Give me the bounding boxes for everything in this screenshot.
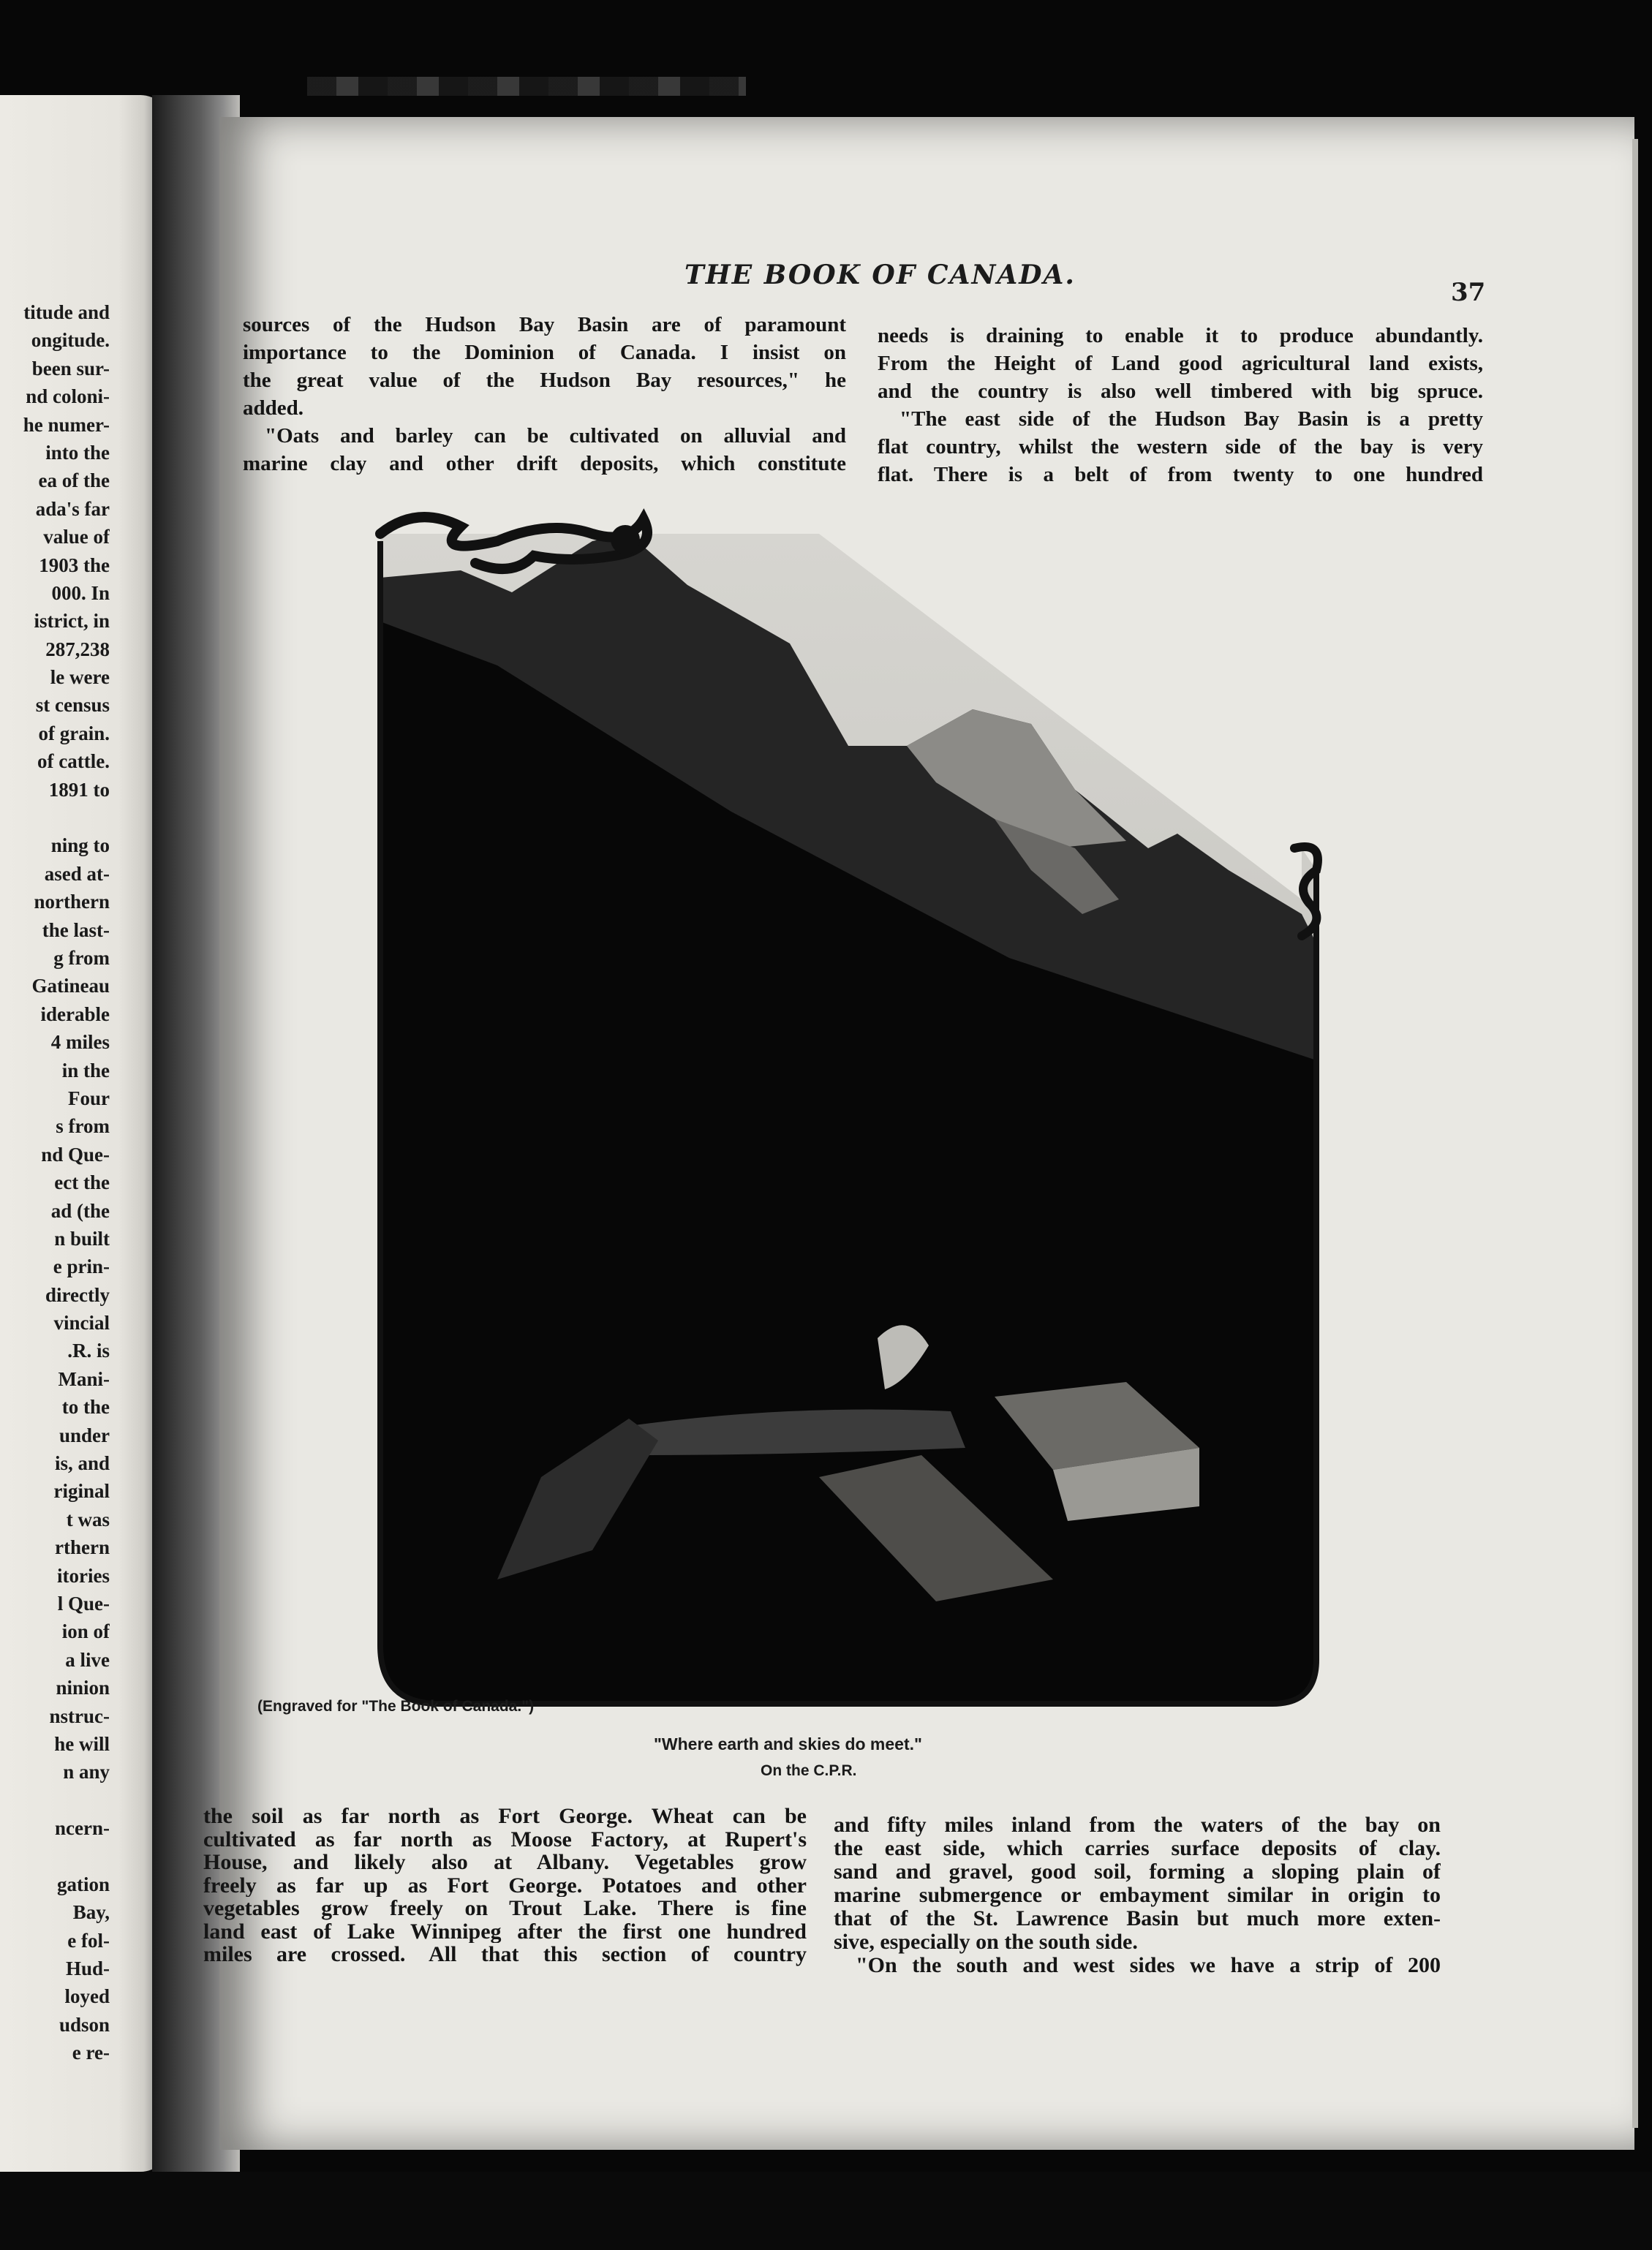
- text-column-top-left: [243, 311, 846, 477]
- scan-bottom-border: [0, 2172, 1652, 2250]
- left-page-line: Gatineau: [31, 975, 110, 997]
- text-line: flat. There is a belt of from twenty to one hundred: [878, 463, 1483, 486]
- left-page-line: 000. In: [51, 581, 110, 604]
- left-page-line: [0, 804, 110, 831]
- left-page-line: st census: [35, 694, 110, 717]
- left-page-line: nd Que-: [41, 1143, 110, 1166]
- left-page-line: e re-: [72, 2042, 110, 2064]
- text-line: and fifty miles inland from the waters of the bay on: [834, 1813, 1441, 1837]
- left-page-line: [0, 1786, 110, 1814]
- left-page-line: udson: [59, 2013, 110, 2036]
- left-page-line: nstruc-: [49, 1705, 110, 1727]
- left-page-line: 287,238: [45, 638, 110, 660]
- left-page-line: ion of: [61, 1620, 110, 1643]
- page-edge: [1632, 139, 1638, 2128]
- text-line: vegetables grow freely on Trout Lake. There is fine: [203, 1897, 807, 1920]
- left-page-line: been sur-: [31, 357, 110, 380]
- text-line: House, and likely also at Albany. Vegetables grow: [203, 1851, 807, 1874]
- text-line: "On the south and west sides we have a strip of 200: [856, 1954, 1441, 1977]
- left-page-line: of grain.: [38, 722, 110, 744]
- left-page-line: ad (the: [50, 1199, 110, 1222]
- engraving-caption: "Where earth and skies do meet.": [654, 1734, 922, 1753]
- left-page-line: l Que-: [57, 1592, 110, 1615]
- left-page-line: ninion: [56, 1677, 110, 1699]
- left-page-line: .R. is: [67, 1340, 110, 1362]
- left-page-line: a live: [65, 1648, 110, 1671]
- left-page-line: 4 miles: [50, 1031, 110, 1054]
- left-page-line: ect the: [54, 1171, 110, 1194]
- text-line: and the country is also well timbered with big spruce.: [878, 380, 1483, 403]
- left-page-line: nd coloni-: [26, 385, 110, 408]
- left-page-line: the last-: [42, 918, 110, 941]
- left-page-line: itories: [57, 1564, 110, 1587]
- left-page-line: n built: [54, 1227, 110, 1250]
- left-page-line: Hud-: [65, 1958, 110, 1980]
- text-line: added.: [243, 396, 304, 420]
- text-line: cultivated as far north as Moose Factory, at Rupert's: [203, 1827, 807, 1851]
- left-page-line: 1903 the: [39, 554, 110, 576]
- engraving-credit: (Engraved for "The Book of Canada."): [257, 1698, 535, 1715]
- left-page-line: northern: [34, 891, 110, 913]
- left-page-line: s from: [56, 1115, 110, 1138]
- text-line: sand and gravel, good soil, forming a sloping plain of: [834, 1860, 1441, 1884]
- scroll-ornament-dot: [611, 525, 640, 554]
- left-page-line: ea of the: [38, 469, 110, 492]
- text-column-bottom-left: [203, 1805, 807, 1966]
- left-page-line: gation: [56, 1873, 110, 1895]
- left-page-line: ncern-: [55, 1817, 110, 1840]
- left-page-line: istrict, in: [34, 610, 110, 633]
- text-line: the great value of the Hudson Bay resources," he: [243, 369, 846, 392]
- text-line: "Oats and barley can be cultivated on alluvial and: [265, 424, 846, 448]
- text-line: flat country, whilst the western side of the bay is very: [878, 435, 1483, 458]
- running-head: THE BOOK OF CANADA.: [684, 260, 1076, 290]
- text-line: marine clay and other drift deposits, which constitute: [243, 452, 846, 475]
- text-line: the soil as far north as Fort George. Wheat can be: [203, 1805, 807, 1828]
- left-page-line: e fol-: [67, 1929, 110, 1952]
- left-page-line: iderable: [40, 1003, 110, 1025]
- text-line: land east of Lake Winnipeg after the first one hundred: [203, 1919, 807, 1943]
- left-page-line: is, and: [54, 1452, 110, 1475]
- text-line: importance to the Dominion of Canada. I insist on: [243, 341, 846, 364]
- left-page-line: loyed: [64, 1985, 110, 2008]
- left-page-line: e prin-: [53, 1256, 110, 1278]
- left-page-line: value of: [43, 526, 110, 548]
- text-line: From the Height of Land good agricultural land exists,: [878, 352, 1483, 375]
- top-edge-strip: [307, 77, 746, 96]
- left-page-line: ada's far: [35, 497, 110, 520]
- left-page-line: ning to: [50, 834, 110, 857]
- left-page-line: Mani-: [58, 1367, 110, 1390]
- left-page-line: vincial: [53, 1312, 110, 1334]
- text-column-top-right: [878, 322, 1483, 488]
- left-page-line: of cattle.: [37, 750, 110, 773]
- left-page-line: riginal: [53, 1480, 110, 1503]
- left-page-line: ased at-: [44, 862, 110, 885]
- left-page-line: le were: [50, 666, 110, 689]
- text-line: freely as far up as Fort George. Potatoes and other: [203, 1873, 807, 1897]
- text-line: marine submergence or embayment similar in origin to: [834, 1884, 1441, 1907]
- text-line: needs is draining to enable it to produce abundantly.: [878, 324, 1483, 347]
- text-line: that of the St. Lawrence Basin but much more exten-: [834, 1907, 1441, 1930]
- left-page-line: [0, 1842, 110, 1870]
- left-page-line: n any: [63, 1761, 110, 1783]
- mountain-engraving: [351, 505, 1331, 1718]
- text-line: sources of the Hudson Bay Basin are of paramount: [243, 313, 846, 336]
- text-line: miles are crossed. All that this section of country: [203, 1943, 807, 1966]
- left-page-line: to the: [61, 1396, 110, 1419]
- left-page-line: under: [59, 1424, 110, 1446]
- text-line: sive, especially on the south side.: [834, 1930, 1138, 1954]
- left-page-line: directly: [45, 1283, 110, 1306]
- left-page-line: in the: [61, 1059, 110, 1081]
- left-page-line: 1891 to: [48, 778, 110, 801]
- engraving-subcaption: On the C.P.R.: [761, 1762, 857, 1779]
- left-page-line: Four: [68, 1087, 110, 1109]
- text-line: the east side, which carries surface deposits of clay.: [834, 1837, 1441, 1860]
- left-page-line: ongitude.: [31, 329, 110, 352]
- left-page-line: rthern: [55, 1536, 110, 1559]
- left-page-line: into the: [45, 441, 110, 464]
- left-page-line: he will: [54, 1732, 110, 1755]
- text-line: "The east side of the Hudson Bay Basin is a pretty: [899, 407, 1483, 431]
- left-page-line: he numer-: [23, 413, 110, 436]
- left-page-line: t was: [66, 1508, 110, 1530]
- text-column-bottom-right: [834, 1813, 1441, 1977]
- left-page-line: g from: [53, 946, 110, 969]
- left-page-text-fragments: [0, 298, 110, 2067]
- left-page-line: titude and: [23, 301, 110, 323]
- left-page-line: Bay,: [72, 1901, 110, 1924]
- page-number: 37: [1451, 278, 1486, 307]
